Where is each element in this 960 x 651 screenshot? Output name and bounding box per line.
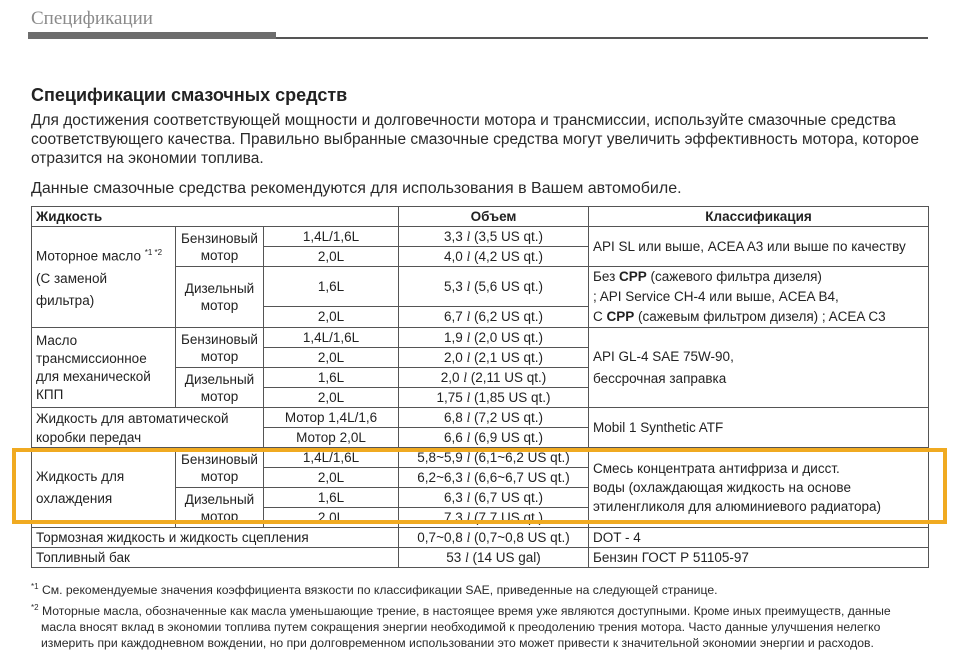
brake-name: Тормозная жидкость и жидкость сцепления — [32, 528, 399, 548]
volume-cell: 3,3 l (3,5 US qt.) — [399, 227, 589, 247]
engine-cell: 1,4L/1,6L — [264, 448, 399, 468]
engine-cell: 1,6L — [264, 267, 399, 307]
header-classification: Классификация — [589, 207, 929, 227]
volume-cell: 6,3 l (6,7 US qt.) — [399, 488, 589, 508]
footnote-2: $^{*2}$ Моторные масла, обозначенные как масла уменьшающие трение, в настоящее время уже являются доступными. Кроме иных преимуществ, данные масла вносят вклад в экономии топлива путем сокращения энергии необходимой к преодолению трения мотора. Часто данные улучшения нелегко измерить при каждодневном вождении, но при долговременном использовании это может привести к значительной экономии энергии и расходов. — [31, 603, 891, 651]
engine-cell: 1,4L/1,6L — [264, 227, 399, 247]
engine-oil-name: Моторное масло $^{*1 *2}$ (С заменой фильтра) — [32, 227, 176, 328]
engine-cell: 2,0L — [264, 508, 399, 528]
volume-cell: 5,3 l (5,6 US qt.) — [399, 267, 589, 307]
footnote-1: $^{*1}$ См. рекомендуемые значения коэффициента вязкости по классификации SAE, приведенные на следующей странице. — [31, 582, 718, 598]
table-row — [32, 548, 929, 568]
engine-cell: 1,6L — [264, 368, 399, 388]
lubricant-spec-table — [31, 206, 929, 568]
engine-cell: 1,4L/1,6L — [264, 328, 399, 348]
engine-cell: 2,0L — [264, 388, 399, 408]
coolant-petrol: Бензиновый мотор — [176, 448, 264, 488]
engine-oil-diesel: Дизельный мотор — [176, 267, 264, 328]
engine-oil-petrol: Бензиновый мотор — [176, 227, 264, 267]
auto-trans-name: Жидкость для автоматической коробки передач — [32, 408, 264, 448]
coolant-name: Жидкость для охлаждения — [32, 448, 176, 528]
auto-trans-class: Mobil 1 Synthetic ATF — [589, 408, 929, 448]
table-row — [32, 448, 929, 468]
engine-oil-diesel-class: Без CPP (сажевого фильтра дизеля) ; API Service CH-4 или выше, ACEA B4, С CPP (сажевым фильтром дизеля) ; ACEA C3 — [589, 267, 929, 328]
coolant-class: Смесь концентрата антифриза и дисст. воды (охлаждающая жидкость на основе этиленгликоля для алюминиевого радиатора) — [589, 448, 929, 528]
manual-trans-class: API GL-4 SAE 75W-90, бессрочная заправка — [589, 328, 929, 408]
volume-cell: 2,0 l (2,1 US qt.) — [399, 348, 589, 368]
engine-cell: 2,0L — [264, 348, 399, 368]
section-title: Спецификации — [31, 8, 153, 29]
manual-trans-diesel: Дизельный мотор — [176, 368, 264, 408]
brake-class: DOT - 4 — [589, 528, 929, 548]
volume-cell: 2,0 l (2,11 US qt.) — [399, 368, 589, 388]
engine-cell: Мотор 2,0L — [264, 428, 399, 448]
header-volume: Объем — [399, 207, 589, 227]
intro-paragraph: Для достижения соответствующей мощности и долговечности мотора и трансмиссии, используйте смазочные средства соответствующего качества. Правильно выбранные смазочные средства могут увеличить эффективность мотора, которое отразится на экономии топлива. — [31, 112, 919, 167]
manual-trans-name: Масло трансмиссионное для механической КПП — [32, 328, 176, 408]
header-fluid: Жидкость — [32, 207, 399, 227]
table-row — [32, 528, 929, 548]
table-header-row — [32, 207, 929, 227]
volume-cell: 6,2~6,3 l (6,6~6,7 US qt.) — [399, 468, 589, 488]
engine-cell: 2,0L — [264, 247, 399, 267]
volume-cell: 4,0 l (4,2 US qt.) — [399, 247, 589, 267]
section-rule-thick — [28, 32, 276, 39]
fuel-class: Бензин ГОСТ Р 51105-97 — [589, 548, 929, 568]
engine-cell: Мотор 1,4L/1,6 — [264, 408, 399, 428]
engine-cell: 2,0L — [264, 306, 399, 327]
coolant-diesel: Дизельный мотор — [176, 488, 264, 528]
volume-cell: 6,8 l (7,2 US qt.) — [399, 408, 589, 428]
recommendation-text: Данные смазочные средства рекомендуются для использования в Вашем автомобиле. — [31, 180, 682, 197]
fuel-name: Топливный бак — [32, 548, 399, 568]
section-rule-thin — [276, 37, 928, 39]
volume-cell: 7,3 l (7,7 US qt.) — [399, 508, 589, 528]
table-row — [32, 408, 929, 428]
engine-cell: 2,0L — [264, 468, 399, 488]
volume-cell: 5,8~5,9 l (6,1~6,2 US qt.) — [399, 448, 589, 468]
volume-cell: 6,6 l (6,9 US qt.) — [399, 428, 589, 448]
engine-cell: 1,6L — [264, 488, 399, 508]
manual-trans-petrol: Бензиновый мотор — [176, 328, 264, 368]
page-heading: Спецификации смазочных средств — [31, 85, 348, 105]
table-row — [32, 328, 929, 348]
engine-oil-petrol-class: API SL или выше, ACEA A3 или выше по качеству — [589, 227, 929, 267]
volume-cell: 0,7~0,8 l (0,7~0,8 US qt.) — [399, 528, 589, 548]
table-row — [32, 227, 929, 247]
volume-cell: 1,9 l (2,0 US qt.) — [399, 328, 589, 348]
volume-cell: 1,75 l (1,85 US qt.) — [399, 388, 589, 408]
volume-cell: 53 l (14 US gal) — [399, 548, 589, 568]
volume-cell: 6,7 l (6,2 US qt.) — [399, 306, 589, 327]
